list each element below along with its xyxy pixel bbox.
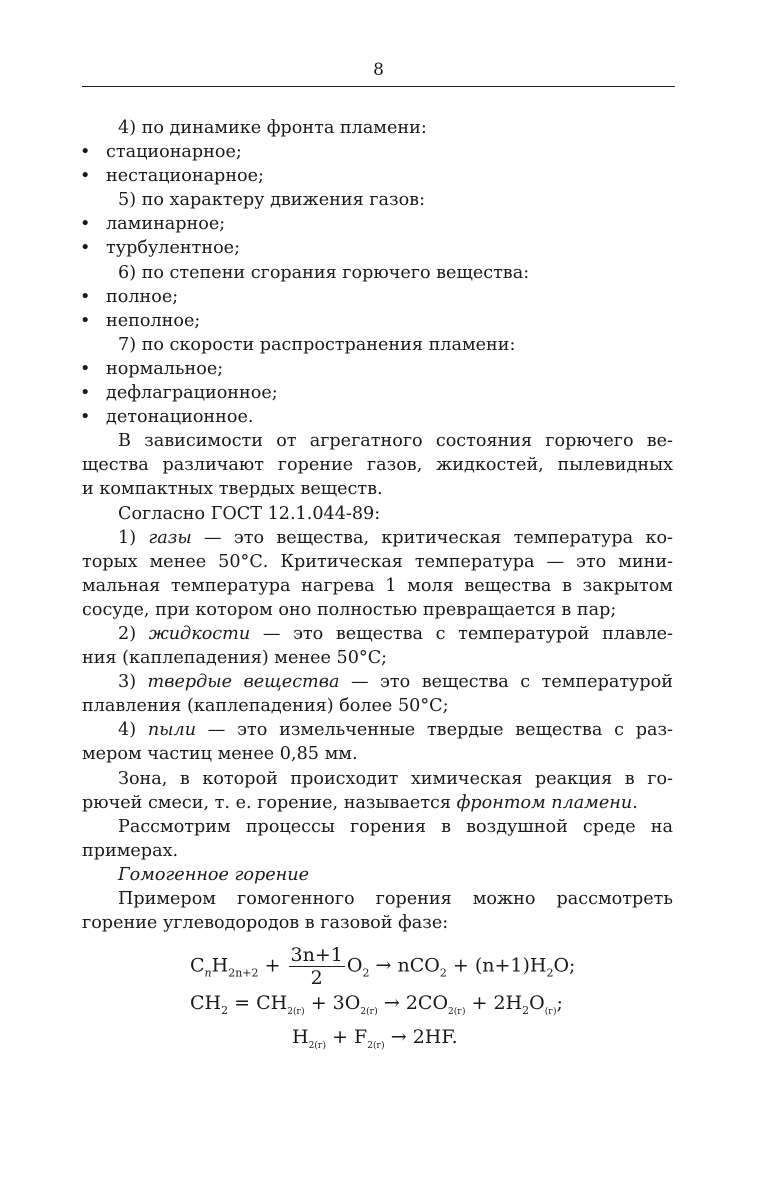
bullet-icon: • bbox=[80, 166, 91, 187]
paragraph-line: ния (каплепадения) менее 50°С; bbox=[82, 648, 388, 669]
list-item: • нестационарное; bbox=[82, 164, 673, 188]
list-heading-4: 4) по динамике фронта пламени: bbox=[118, 118, 427, 138]
list-heading-5: 5) по характеру движения газов: bbox=[118, 190, 426, 211]
list-item: • турбулентное; bbox=[82, 236, 673, 260]
paragraph-line: мальная температура нагрева 1 моля вещества в закрытом bbox=[82, 575, 673, 596]
bullet-icon: • bbox=[80, 407, 91, 428]
term-solids: твердые вещества bbox=[147, 672, 340, 693]
page-number: 8 bbox=[373, 60, 384, 80]
header-rule bbox=[82, 86, 675, 87]
list-item: • неполное; bbox=[82, 309, 673, 333]
fraction: $\frac{3n+1}{2}$ bbox=[290, 944, 343, 989]
paragraph-line: 4) пыли — это измельченные твердые вещества с раз- bbox=[118, 720, 673, 741]
term-liquids: жидкости bbox=[148, 623, 251, 644]
paragraph-line: и компактных твердых веществ. bbox=[82, 479, 383, 500]
bullet-icon: • bbox=[80, 238, 91, 259]
paragraph-line: Рассмотрим процессы горения в воздушной среде на bbox=[118, 816, 673, 837]
term-dusts: пыли bbox=[147, 720, 197, 741]
term-gases: газы bbox=[148, 527, 192, 548]
bullet-icon: • bbox=[80, 142, 91, 163]
bullet-icon: • bbox=[80, 383, 91, 404]
paragraph-line: Примером гомогенного горения можно рассмотреть bbox=[118, 889, 673, 909]
bullet-icon: • bbox=[80, 310, 91, 331]
equation-3: $H_{2(г)} + F_{2(г)} \to 2HF$. bbox=[292, 1026, 458, 1051]
paragraph-line: Зона, в которой происходит химическая реакция в го- bbox=[118, 768, 673, 789]
paragraph-line: 1) газы — это вещества, критическая температура ко- bbox=[118, 527, 673, 548]
bullet-icon: • bbox=[80, 358, 91, 379]
paragraph-line: В зависимости от агрегатного состояния горючего ве- bbox=[118, 431, 673, 452]
list-item: • ламинарное; bbox=[82, 212, 673, 236]
paragraph-line: щества различают горение газов, жидкостей, пылевидных bbox=[82, 455, 673, 476]
section-heading: Гомогенное горение bbox=[118, 864, 309, 885]
paragraph-line: плавления (каплепадения) более 50°С; bbox=[82, 696, 449, 717]
bullet-icon: • bbox=[80, 286, 91, 307]
list-item: • стационарное; bbox=[82, 140, 673, 164]
equation-2: $CH_2 = CH_{2(г)} + 3O_{2(г)} \to 2CO_{2(г)} + 2H_2O_{(г)}$; bbox=[190, 992, 563, 1017]
list-heading-7: 7) по скорости распространения пламени: bbox=[118, 334, 516, 355]
paragraph-line: рючей смеси, т. е. горение, называется фронтом пламени. bbox=[82, 792, 638, 813]
list-heading-6: 6) по степени сгорания горючего вещества: bbox=[118, 262, 530, 283]
paragraph-line: Согласно ГОСТ 12.1.044-89: bbox=[118, 503, 381, 524]
paragraph-line: мером частиц менее 0,85 мм. bbox=[82, 744, 358, 765]
equation-1: $C_nH_{2n+2}$ + $\frac{3n+1}{2}$ $O_2 \to nCO_2 + (n+1)H_2O$; bbox=[190, 944, 576, 989]
paragraph-line: примерах. bbox=[82, 840, 179, 861]
paragraph-line: сосуде, при котором оно полностью превращается в пар; bbox=[82, 599, 617, 620]
list-item: • детонационное. bbox=[82, 405, 673, 429]
list-item: • полное; bbox=[82, 285, 673, 309]
body-text bbox=[80, 116, 673, 935]
paragraph-line: торых менее 50°С. Критическая температура — это мини- bbox=[82, 551, 673, 572]
paragraph-line: горение углеводородов в газовой фазе: bbox=[82, 913, 449, 934]
paragraph-line: 2) жидкости — это вещества с температурой плавле- bbox=[118, 623, 673, 644]
list-item: • нормальное; bbox=[82, 357, 673, 381]
list-item: • дефлаграционное; bbox=[82, 381, 673, 405]
term-flame-front: фронтом пламени bbox=[456, 792, 633, 813]
bullet-icon: • bbox=[80, 214, 91, 235]
paragraph-line: 3) твердые вещества — это вещества с температурой bbox=[118, 672, 673, 693]
